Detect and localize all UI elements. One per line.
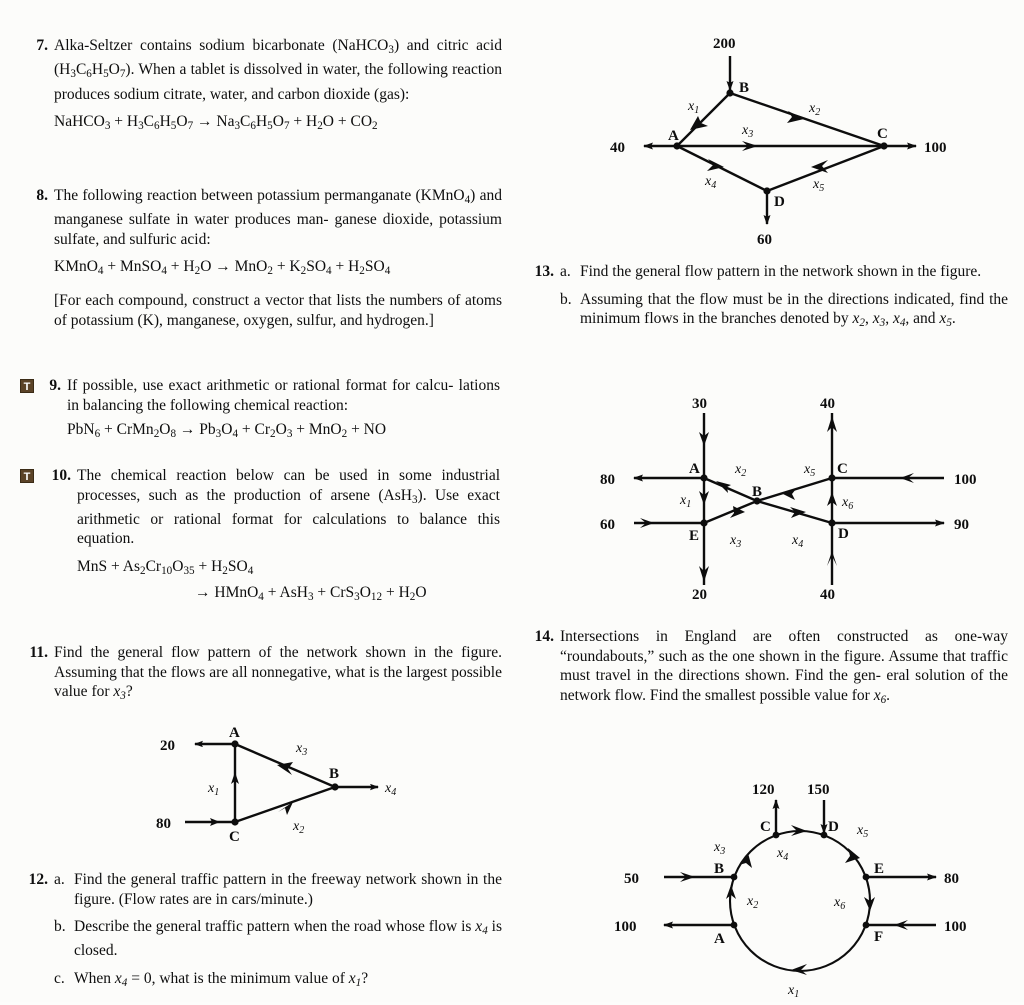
branch-label-x2: $x_2$ — [293, 819, 305, 836]
flow-label-30: 30 — [692, 396, 707, 412]
problem-9-text: If possible, use exact arithmetic or rational format for calcu- lations in balancing the following chemical reaction: — [67, 377, 500, 414]
problem-10-number: 10. — [51, 467, 71, 484]
node-C-dot — [828, 474, 835, 481]
node-B-dot — [731, 874, 738, 881]
edge-C-to-B-x2 — [235, 787, 335, 822]
branch-label-x4: $x_4$ — [385, 781, 397, 798]
problem-13-number: 13. — [534, 263, 554, 280]
problem-8-note: [For each compound, construct a vector that lists the numbers of atoms of potassium (K), manganese, oxygen, sulfur, and hydrogen.] — [54, 292, 502, 329]
node-D-dot — [828, 519, 835, 526]
problem-12b-label: b. — [54, 918, 66, 935]
node-A-dot — [231, 740, 238, 747]
problem-12a-text: Find the general traffic pattern in the freeway network shown in the figure. (Flow rates are in cars/minute.) — [74, 871, 502, 908]
node-label-A: A — [229, 725, 240, 741]
node-F-dot — [863, 922, 870, 929]
branch-label-x6: $x_6$ — [842, 495, 854, 512]
node-A-dot — [731, 922, 738, 929]
branch-label-x5: $x_5$ — [813, 177, 825, 194]
branch-label-x3: $x_3$ — [730, 533, 742, 550]
node-label-B: B — [739, 80, 750, 96]
branch-label-x3: $x_3$ — [296, 741, 308, 758]
node-label-E: E — [874, 861, 885, 877]
problem-12a-label: a. — [54, 871, 65, 888]
problem-10 — [20, 466, 500, 608]
node-C-dot — [231, 818, 238, 825]
problem-13a-label: a. — [560, 263, 571, 280]
node-E-dot — [863, 874, 870, 881]
edge-B-to-D-x4 — [757, 501, 832, 523]
node-A-dot — [700, 474, 707, 481]
branch-label-x5: $x_5$ — [857, 823, 869, 840]
node-C-dot — [880, 142, 887, 149]
problem-14-number: 14. — [534, 628, 554, 645]
figure-14-svg — [602, 778, 1002, 1000]
branch-label-x2: $x_2$ — [735, 462, 747, 479]
branch-label-x4: $x_4$ — [792, 533, 804, 550]
technology-badge-icon: T — [20, 469, 34, 483]
branch-label-x1: $x_1$ — [688, 99, 700, 116]
node-label-E: E — [689, 528, 700, 544]
problem-9 — [20, 376, 500, 445]
flow-label-40-top: 40 — [820, 396, 835, 412]
node-label-C: C — [877, 126, 888, 142]
node-label-A: A — [689, 461, 700, 477]
problem-9-number: 9. — [49, 377, 61, 394]
problem-8 — [22, 186, 502, 330]
edge-B-to-A-x1 — [677, 93, 730, 146]
arrowhead-x2 — [716, 481, 731, 493]
flow-label-200: 200 — [713, 36, 736, 52]
node-label-B: B — [329, 766, 340, 782]
branch-label-x6: $x_6$ — [834, 895, 846, 912]
arrowhead-x3 — [739, 853, 752, 868]
node-label-B: B — [714, 861, 725, 877]
problem-14-text: Intersections in England are often constructed as one-way “roundabouts,” such as the one shown in the figure. Assume that traffic must travel in the directions shown. Find the gen- eral solution of the network flow. Find the smallest possible value for $x_6$. — [560, 628, 1008, 706]
branch-label-x4: $x_4$ — [705, 174, 717, 191]
figure-13-svg — [602, 28, 1002, 253]
problem-7 — [22, 36, 502, 137]
problem-13a-text: Find the general flow pattern in the network shown in the figure. — [580, 263, 982, 280]
branch-label-x1: $x_1$ — [788, 983, 800, 1000]
node-B-dot — [726, 89, 733, 96]
flow-label-20: 20 — [160, 738, 175, 754]
node-label-A: A — [668, 128, 679, 144]
flow-label-80: 80 — [944, 871, 959, 887]
problem-7-number: 7. — [36, 37, 48, 54]
node-label-C: C — [760, 819, 771, 835]
node-label-F: F — [874, 929, 884, 945]
arrowhead-x1 — [791, 964, 807, 975]
problem-13b-text: Assuming that the flow must be in the directions indicated, find the minimum flows in the branches denoted by $x_2$, $x_3$, $x_4$, and $x_5$. — [580, 290, 1008, 329]
problem-12 — [22, 870, 502, 993]
figure-problem-13 — [602, 28, 1002, 258]
problem-7-text: Alka-Seltzer contains sodium bicarbonate (NaHCO$_3$) and citric acid $(H_3C_6H_5O_7)$. When a tablet is dissolved in water, the following reaction produces sodium citrate, water, and carbon dioxide (gas): — [54, 37, 502, 103]
flow-label-60: 60 — [600, 517, 615, 533]
flow-label-120: 120 — [752, 782, 775, 798]
problem-12c-label: c. — [54, 969, 65, 987]
node-B-dot — [331, 783, 338, 790]
flow-label-80: 80 — [600, 472, 615, 488]
branch-label-x3: $x_3$ — [742, 123, 754, 140]
edge-A-to-D-x4 — [677, 146, 767, 191]
flow-label-100: 100 — [924, 140, 947, 156]
figure-problem-12 — [592, 388, 992, 608]
problem-14 — [528, 627, 1008, 710]
flow-label-50: 50 — [624, 871, 639, 887]
flow-label-100: 100 — [954, 472, 977, 488]
node-label-A: A — [714, 931, 725, 947]
problem-11-text: Find the general flow pattern of the network shown in the figure. Assuming that the flows are all nonnegative, what is the largest possible value for $x_3$? — [54, 644, 502, 702]
problem-13b-label: b. — [560, 290, 572, 308]
flow-label-80: 80 — [156, 816, 171, 832]
node-C-dot — [773, 832, 780, 839]
edge-B-to-A-x2 — [704, 478, 757, 501]
problem-11 — [22, 643, 502, 706]
flow-label-40-bottom: 40 — [820, 587, 835, 603]
node-label-D: D — [838, 526, 849, 542]
flow-label-60: 60 — [757, 232, 772, 248]
node-label-B: B — [752, 484, 763, 500]
branch-label-x4: $x_4$ — [777, 846, 789, 863]
flow-label-150: 150 — [807, 782, 830, 798]
edge-C-to-D-x5 — [767, 146, 884, 191]
problem-12-number: 12. — [28, 871, 48, 888]
flow-label-20: 20 — [692, 587, 707, 603]
problem-12b-text: Describe the general traffic pattern when the road whose flow is $x_4$ is closed. — [74, 918, 502, 960]
flow-label-40: 40 — [610, 140, 625, 156]
branch-label-x1: $x_1$ — [208, 781, 220, 798]
node-label-C: C — [229, 829, 240, 845]
problem-10-equation-line2: → HMnO$_4$ + $AsH_3 + CrS_3O_{12} + H_2O$ — [195, 583, 427, 603]
technology-badge-icon: T — [20, 379, 34, 393]
problem-9-equation: $PbN_6 + CrMn_2O_8 \to Pb_3O_4 + Cr_2O_3 + MnO_2$ + NO — [67, 421, 387, 440]
branch-label-x3: $x_3$ — [714, 840, 726, 857]
flow-label-100-left: 100 — [614, 919, 637, 935]
node-D-dot — [821, 832, 828, 839]
node-D-dot — [763, 187, 770, 194]
branch-label-x2: $x_2$ — [809, 101, 821, 118]
flow-label-100-right: 100 — [944, 919, 967, 935]
figure-12-svg — [592, 388, 992, 603]
problem-11-number: 11. — [29, 644, 48, 661]
problem-8-number: 8. — [36, 187, 48, 204]
problem-8-text: The following reaction between potassium permanganate (KMnO$_4$) and manganese sulfate in water produces man- ganese dioxide, potassium sulfate, and sulfuric acid: — [54, 187, 502, 248]
problem-12c-text: When $x_4 = 0$, what is the minimum value of $x_1$? — [74, 969, 369, 989]
branch-label-x1: $x_1$ — [680, 493, 692, 510]
problem-10-equation-line1: MnS + $As_2Cr_{10}O_{35} + H_2SO_4$ — [77, 557, 254, 577]
branch-label-x2: $x_2$ — [747, 894, 759, 911]
figure-11-svg — [150, 722, 420, 852]
problem-10-text: The chemical reaction below can be used in some industrial processes, such as the production of arsene (AsH$_3$). Use exact arithmetic or rational format for calculations to balance this equation. — [77, 467, 500, 548]
branch-label-x5: $x_5$ — [804, 462, 816, 479]
flow-label-90: 90 — [954, 517, 969, 533]
figure-problem-11 — [150, 722, 420, 857]
problem-13 — [528, 262, 1008, 333]
problem-8-equation: KMnO$_4$ + MnSO$_4$ + $H_2O \to MnO_2 + K_2SO_4 + H_2SO_4$ — [54, 258, 391, 278]
node-label-C: C — [837, 461, 848, 477]
edge-E-to-B-x3 — [704, 501, 757, 523]
node-label-D: D — [774, 194, 785, 210]
node-E-dot — [700, 519, 707, 526]
node-label-D: D — [828, 819, 839, 835]
figure-problem-14 — [602, 778, 1002, 1005]
problem-7-equation: NaHCO$_3$ + $H_3C_6H_5O_7 \to Na_3C_6H_5O_7 + H_2O + CO_2$ — [54, 113, 378, 133]
